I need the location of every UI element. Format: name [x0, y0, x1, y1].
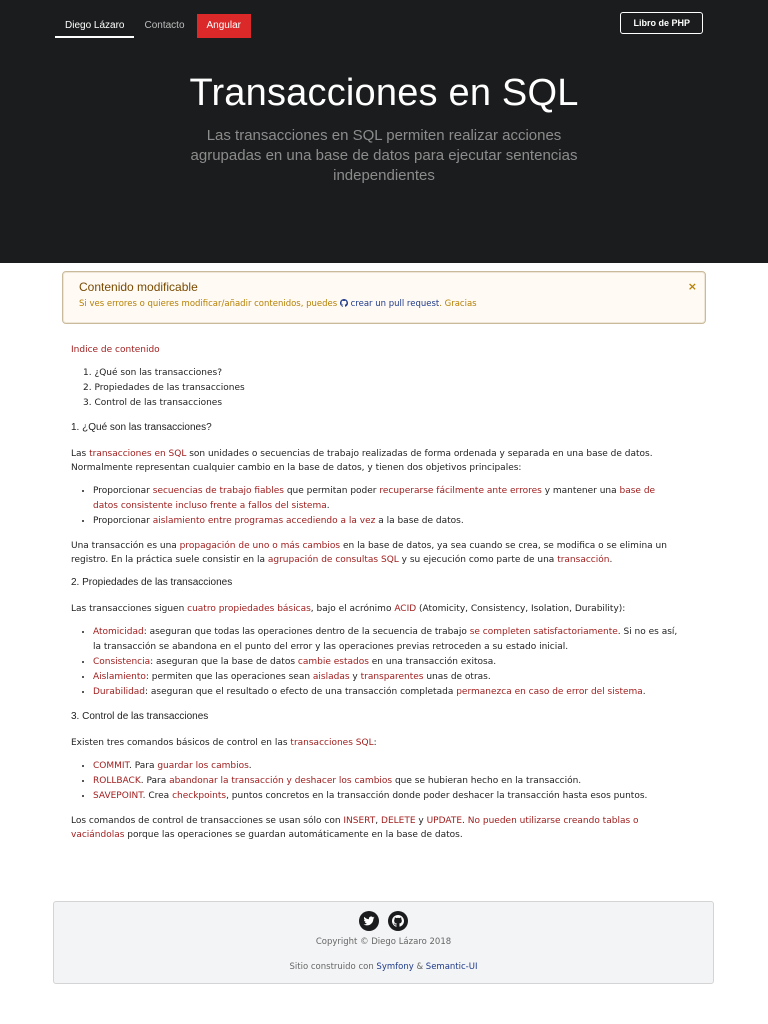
highlight: cuatro propiedades básicas — [187, 604, 311, 614]
hero — [0, 0, 768, 263]
highlight: DELETE — [381, 816, 416, 826]
highlight: COMMIT — [93, 761, 129, 771]
highlight: aislamiento entre programas accediendo a la vez — [152, 516, 376, 526]
page-title: Transacciones en SQL — [189, 72, 579, 114]
editable-content-message — [62, 271, 706, 324]
semantic-ui-link[interactable]: Semantic-UI — [425, 962, 478, 972]
highlight: transparentes — [360, 672, 424, 682]
nav-item-home[interactable]: Diego Lázaro — [55, 14, 134, 38]
toc-title: Indice de contenido — [71, 345, 160, 355]
page-subtitle: Las transacciones en SQL permiten realizar acciones agrupadas en una base de datos para ejecutar sentencias independientes — [190, 127, 578, 184]
highlight: transacción — [557, 555, 610, 565]
highlight: transacciones en SQL — [89, 449, 187, 459]
list-item: • Durabilidad: aseguran que el resultado o efecto de una transacción completada permanezca en caso de error del sistema. — [93, 685, 681, 700]
footer — [53, 901, 714, 984]
toc-item[interactable]: 3. Control de las transacciones — [83, 398, 223, 408]
list-item: • ROLLBACK. Para abandonar la transacción y deshacer los cambios que se hubieran hecho en la transacción. — [93, 774, 681, 789]
article — [71, 343, 681, 851]
php-book-button[interactable]: Libro de PHP — [620, 12, 703, 34]
pull-request-link[interactable]: crear un pull request — [350, 299, 440, 309]
close-icon[interactable]: × — [687, 280, 697, 293]
message-title: Contenido modificable — [79, 280, 198, 294]
paragraph: Los comandos de control de transacciones se usan sólo con INSERT, DELETE y UPDATE. No pueden utilizarse creando tablas o vaciándolas porque las operaciones se guardan automáticamente en la base de datos. — [71, 816, 639, 840]
paragraph: Existen tres comandos básicos de control en las transacciones SQL: — [71, 738, 377, 748]
github-icon[interactable] — [388, 911, 408, 931]
highlight: Durabilidad — [93, 687, 146, 697]
highlight: recuperarse fácilmente ante errores — [379, 486, 542, 496]
highlight: UPDATE — [426, 816, 463, 826]
list-item: • SAVEPOINT. Crea checkpoints, puntos concretos en la transacción donde poder deshacer la transacción hasta esos puntos. — [93, 789, 681, 804]
list-item: • Proporcionar secuencias de trabajo fiables que permitan poder recuperarse fácilmente ante errores y mantener una base de datos consistente incluso frente a fallos del sistema. — [93, 484, 681, 514]
highlight: Atomicidad — [93, 627, 144, 637]
list-item: • Proporcionar aislamiento entre programas accediendo a la vez a la base de datos. — [93, 514, 681, 529]
built-with: Sitio construido con Symfony & Semantic-UI — [289, 962, 478, 972]
highlight: guardar los cambios — [157, 761, 249, 771]
social-links — [54, 910, 713, 931]
highlight: aisladas — [312, 672, 350, 682]
github-icon — [340, 299, 351, 309]
table-of-contents — [83, 366, 681, 411]
highlight: abandonar la transacción y deshacer los cambios — [169, 776, 393, 786]
highlight: checkpoints — [172, 791, 227, 801]
highlight: ACID — [394, 604, 417, 614]
highlight: secuencias de trabajo fiables — [152, 486, 284, 496]
section-heading: 1. ¿Qué son las transacciones? — [71, 422, 212, 433]
paragraph: Las transacciones en SQL son unidades o secuencias de trabajo realizadas de forma ordenada y separada en una base de datos. Normalmente representan cualquier cambio en la base de datos, y tienen dos objetivos principales: — [71, 449, 653, 473]
nav-item-angular[interactable]: Angular — [197, 14, 251, 38]
highlight: SAVEPOINT — [93, 791, 143, 801]
bullet-list — [93, 625, 681, 700]
highlight: INSERT — [343, 816, 376, 826]
section-heading: 3. Control de las transacciones — [71, 711, 209, 722]
bullet-list — [93, 484, 681, 529]
highlight: agrupación de consultas SQL — [267, 555, 399, 565]
highlight: se completen satisfactoriamente — [469, 627, 618, 637]
highlight: propagación de uno o más cambios — [179, 541, 341, 551]
paragraph: Una transacción es una propagación de uno o más cambios en la base de datos, ya sea cuando se crea, se modifica o se elimina un registro. En la práctica suele consistir en la agrupación de consultas SQL y su ejecución como parte de una transacción. — [71, 541, 667, 565]
copyright: Copyright © Diego Lázaro 2018 — [315, 937, 452, 947]
message-body — [79, 299, 477, 309]
list-item: • Consistencia: aseguran que la base de datos cambie estados en una transacción exitosa. — [93, 655, 681, 670]
toc-item[interactable]: 2. Propiedades de las transacciones — [83, 383, 245, 393]
highlight: ROLLBACK — [93, 776, 141, 786]
highlight: permanezca en caso de error del sistema — [456, 687, 643, 697]
toc-item[interactable]: 1. ¿Qué son las transacciones? — [83, 368, 222, 378]
list-item: • COMMIT. Para guardar los cambios. — [93, 759, 681, 774]
message-text: Si ves errores o quieres modificar/añadir contenidos, puedes — [79, 299, 338, 309]
nav-item-contacto[interactable]: Contacto — [144, 20, 185, 31]
bullet-list — [93, 759, 681, 804]
highlight: Consistencia — [93, 657, 151, 667]
twitter-icon[interactable] — [359, 911, 379, 931]
list-item: • Atomicidad: aseguran que todas las operaciones dentro de la secuencia de trabajo se completen satisfactoriamente. Si no es así, la transacción se abandona en el punto del error y las operaciones previas retroceden a su estado inicial. — [93, 625, 681, 655]
list-item: • Aislamiento: permiten que las operaciones sean aisladas y transparentes unas de otras. — [93, 670, 681, 685]
highlight: Aislamiento — [93, 672, 146, 682]
highlight: cambie estados — [297, 657, 369, 667]
symfony-link[interactable]: Symfony — [376, 962, 414, 972]
highlight: base de datos consistente incluso frente a fallos del sistema — [93, 486, 656, 511]
top-nav — [55, 14, 251, 38]
highlight: No pueden utilizarse creando tablas o vaciándolas — [71, 816, 639, 840]
message-thanks: . Gracias — [439, 299, 477, 309]
section-heading: 2. Propiedades de las transacciones — [71, 577, 233, 588]
highlight: transacciones SQL — [290, 738, 374, 748]
paragraph: Las transacciones siguen cuatro propiedades básicas, bajo el acrónimo ACID (Atomicity, Consistency, Isolation, Durability): — [71, 604, 626, 614]
